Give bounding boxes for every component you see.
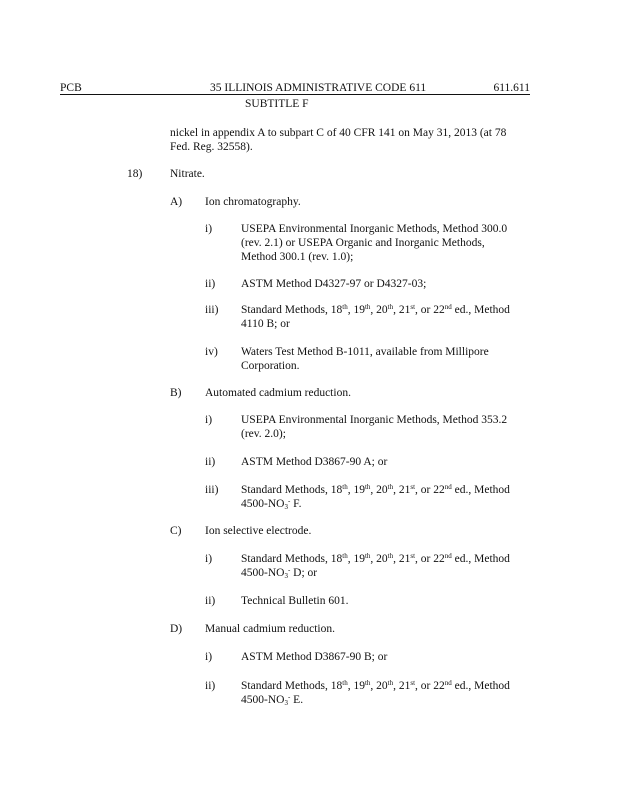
subitem-number: ii)	[205, 680, 216, 692]
subitem-line: USEPA Environmental Inorganic Methods, Method 300.0	[241, 223, 508, 235]
subitem-line: Technical Bulletin 601.	[241, 595, 349, 607]
item-title: Nitrate.	[170, 168, 205, 180]
subitem-line: $4500-NO_3^-$ F.	[241, 497, 302, 511]
subitem-number: iii)	[205, 304, 219, 316]
subitem-line: Standard Methods, 18th, 19th, 20th, 21st, or 22nd ed., Method	[241, 679, 510, 692]
header-center: 35 ILLINOIS ADMINISTRATIVE CODE 611	[210, 82, 427, 94]
subitem-number: i)	[205, 223, 213, 235]
section-title: Ion chromatography.	[205, 196, 301, 208]
subitem-number: iii)	[205, 484, 219, 496]
subitem-line: 4110 B; or	[241, 318, 290, 330]
section-letter: D)	[170, 623, 183, 635]
subitem-number: iv)	[205, 346, 218, 358]
section-letter: B)	[170, 387, 182, 399]
intro-line-2: Fed. Reg. 32558).	[170, 141, 253, 153]
section-letter: A)	[170, 196, 183, 208]
section-title: Manual cadmium reduction.	[205, 623, 335, 635]
subitem-number: ii)	[205, 278, 216, 290]
subitem-number: ii)	[205, 595, 216, 607]
header-left: PCB	[60, 82, 82, 94]
subitem-number: i)	[205, 414, 213, 426]
subitem-line: Corporation.	[241, 360, 300, 372]
section-letter: C)	[170, 525, 182, 537]
subitem-number: i)	[205, 553, 213, 565]
subitem-line: ASTM Method D3867-90 B; or	[241, 651, 388, 663]
subitem-line: (rev. 2.0);	[241, 428, 286, 440]
header-subtitle: SUBTITLE F	[245, 98, 309, 110]
subitem-line: Waters Test Method B-1011, available from Millipore	[241, 346, 489, 358]
header-rule	[60, 94, 530, 95]
header-right: 611.611	[493, 82, 530, 94]
subitem-line: Standard Methods, 18th, 19th, 20th, 21st, or 22nd ed., Method	[241, 303, 510, 316]
subitem-number: i)	[205, 651, 213, 663]
subitem-line: (rev. 2.1) or USEPA Organic and Inorganic Methods,	[241, 237, 485, 249]
subitem-line: Standard Methods, 18th, 19th, 20th, 21st, or 22nd ed., Method	[241, 552, 510, 565]
subitem-line: $4500-NO_3^-$ D; or	[241, 566, 318, 580]
subitem-line: ASTM Method D4327-97 or D4327-03;	[241, 278, 427, 290]
section-title: Automated cadmium reduction.	[205, 387, 351, 399]
subitem-line: USEPA Environmental Inorganic Methods, Method 353.2	[241, 414, 508, 426]
page-header	[60, 82, 530, 98]
subitem-line: Standard Methods, 18th, 19th, 20th, 21st, or 22nd ed., Method	[241, 483, 510, 496]
subitem-number: ii)	[205, 456, 216, 468]
subitem-line: ASTM Method D3867-90 A; or	[241, 456, 388, 468]
subitem-line: $4500-NO_3^-$ E.	[241, 693, 304, 707]
intro-line-1: nickel in appendix A to subpart C of 40 CFR 141 on May 31, 2013 (at 78	[170, 127, 507, 139]
section-title: Ion selective electrode.	[205, 525, 312, 537]
subitem-line: Method 300.1 (rev. 1.0);	[241, 251, 354, 263]
item-number: 18)	[127, 168, 143, 180]
